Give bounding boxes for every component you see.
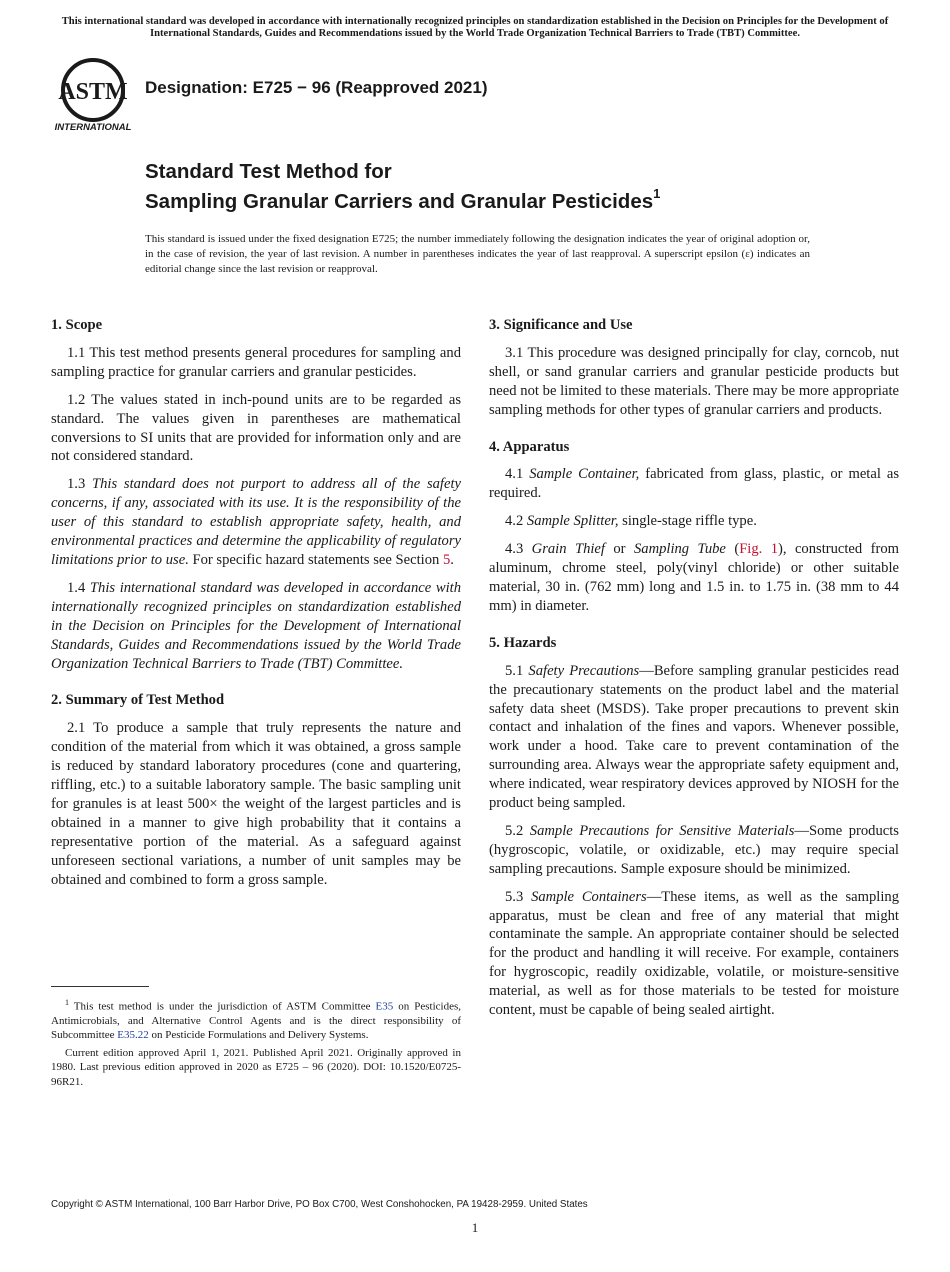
para-italic: This standard does not purport to address all of the safety concerns, if any, associated with its use. It is the responsibility of the user of this standard to establish appropriate safety, health, and environmental practices and determine the applicability of regulatory limitations prior to use. [51,476,461,568]
paragraph-3-1: 3.1 This procedure was designed principally for clay, corncob, nut shell, or sand granular carriers and granular pesticide products but need not be limited to these materials. There may be more appropriate sampling methods for other types of granular carriers and products. [489,344,899,418]
paragraph-1-1: 1.1 This test method presents general procedures for sampling and sampling practice for granular carriers and granular pesticides. [51,344,461,380]
para-number: 1.3 [67,476,86,493]
para-text: or [613,541,626,558]
para-number: 5.2 [505,822,524,839]
committee-e35-link[interactable]: E35 [375,1000,394,1013]
section-heading-apparatus: 4. Apparatus [489,438,570,455]
para-number: 5.1 [505,662,524,679]
para-number: 5.3 [505,888,524,905]
paragraph-4-3: 4.3 Grain Thief or Sampling Tube (Fig. 1), constructed from aluminum, chrome steel, poly(vinyl chloride) or other suitable material, 30 in. (762 mm) long and 1.5 in. to 1.75 in. (38 mm to 44 mm) in diameter. [489,541,899,614]
footnote-text: on Pesticide Formulations and Delivery Systems. [151,1029,369,1042]
top-notice: This international standard was developed in accordance with internationally recognized principles on standardization established in the Decision on Principles for the Development of International Standards, Guides and Recommendations issued by the World Trade Organization Technical Barriers to Trade (TBT) Committee. [61,16,889,39]
footnote-divider [51,986,149,987]
paragraph-1-4 [51,579,461,674]
document-title [145,160,660,214]
para-italic: Sampling Tube [633,541,726,558]
footnote-text: on Pesticides, Antimicrobials, and Alternative Control Agents and is the direct responsibility of Subcommittee [51,1000,461,1042]
section-5-link[interactable]: 5 [442,551,451,568]
para-text: fabricated from glass, plastic, or metal as required. [489,466,899,502]
right-column [489,316,899,1029]
para-text: —Some products (hygroscopic, volatile, or oxidizable, etc.) may require special sampling precautions. Sample exposure should be minimized. [489,822,899,877]
issue-note: This standard is issued under the fixed designation E725; the number immediately following the designation indicates the year of original adoption or, in the case of revision, the year of last revision. A number in parentheses indicates the year of last reapproval. A superscript epsilon (ε) indicates an editorial change since the last revision or reapproval. [145,233,810,275]
para-italic: Sample Precautions for Sensitive Materials [529,822,795,839]
page-number: 1 [471,1220,479,1235]
paragraph-1-2: 1.2 The values stated in inch-pound units are to be regarded as standard. The values given in parentheses are mathematical conversions to SI units that are provided for information only and are not considered standard. [51,391,461,465]
section-heading-hazards: 5. Hazards [489,634,557,651]
paragraph-5-2 [489,822,899,879]
para-italic: This international standard was developed in accordance with internationally recognized principles on standardization established in the Decision on Principles for the Development of International Standards, Guides and Recommendations issued by the World Trade Organization Technical Barriers to Trade (TBT) Committee. [51,579,462,672]
para-italic: Grain Thief [531,541,605,558]
para-number: 4.3 [505,541,524,558]
logo-subtitle: INTERNATIONAL [54,122,132,133]
astm-logo [52,57,134,133]
paragraph-4-1 [489,465,899,503]
paragraph-5-1 [489,662,899,813]
para-italic: Sample Containers [531,888,647,905]
footnote-text: This test method is under the jurisdiction of ASTM Committee [73,1000,371,1013]
para-italic: Sample Container, [529,466,640,483]
figure-1-link[interactable]: Fig. 1 [739,541,779,558]
section-heading-scope: 1. Scope [51,317,103,333]
paragraph-2-1: 2.1 To produce a sample that truly represents the nature and condition of the material from which it was obtained, a gross sample is reduced by standard laboratory procedures (cone and quartering, riffling, etc.) to a suitable laboratory sample. The basic sampling unit for granules is at least 500× the weight of the largest particles and is obtained in a manner to give high probability that it contains a representative portion of the material. As a safeguard against unforeseen sectional variations, a number of unit samples may be obtained and combined to form a gross sample. [51,720,461,888]
footnote-edition: Current edition approved April 1, 2021. Published April 2021. Originally approved in 1980. Last previous edition approved in 2020 as E725 – 96 (2020). DOI: 10.1520/E0725-96R21. [51,1046,461,1088]
para-text: —These items, as well as the sampling apparatus, must be clean and free of any material that might contaminate the sample. An appropriate container should be selected for the product and handling it will receive. For example, containers for hygroscopic, readily oxidizable, volatile, or moisture-sensitive material, as well as for those materials to be tested for moisture content, must be capable of being sealed airtight. [489,888,900,1019]
para-text: single-stage riffle type. [622,513,757,530]
para-text: ), constructed from aluminum, chrome steel, poly(vinyl chloride) or other suitable material, 30 in. (762 mm) long and 1.5 in. to 1.75 in. (38 mm to 44 mm) in diameter. [489,541,899,614]
footnote-mark: 1 [65,998,69,1007]
para-number: 4.2 [505,513,524,530]
paragraph-1-3: 1.3 This standard does not purport to address all of the safety concerns, if any, associated with its use. It is the responsibility of the user of this standard to establish appropriate safety, health, and environmental practices and determine the applicability of regulatory limitations prior to use. For specific hazard statements see Section 5. [51,476,461,568]
logo-letters: ASTM [58,79,128,105]
para-italic: Safety Precautions [528,662,640,679]
title-line-2-text: Sampling Granular Carriers and Granular Pesticides [145,189,654,213]
designation: Designation: E725 − 96 (Reapproved 2021) [145,78,488,97]
paragraph-5-3 [489,888,899,1020]
para-number: 4.1 [505,466,524,483]
para-number: 1.4 [67,579,86,596]
copyright: Copyright © ASTM International, 100 Barr Harbor Drive, PO Box C700, West Conshohocken, PA 19428-2959. United States [51,1199,588,1210]
para-italic: Sample Splitter, [526,513,619,530]
subcommittee-e35-22-link[interactable]: E35.22 [117,1029,149,1042]
title-line-1: Standard Test Method for [145,160,392,183]
footnotes [51,996,461,1092]
footnote-1 [51,996,461,1043]
para-text: —Before sampling granular pesticides read the precautionary statements on the product label and the material safety data sheet (MSDS). Take proper precautions to prevent skin contact and inhalation of the fines and vapors. Whenever possible, work under a hood. Take care to prevent contamination of the surrounding area. Always wear the appropriate safety equipment and, where indicated, wear respiratory devices approved by NIOSH for the product being sampled. [489,662,899,812]
paragraph-4-2 [489,512,899,531]
left-column [51,316,461,898]
title-footnote-mark[interactable]: 1 [653,186,661,201]
section-heading-significance: 3. Significance and Use [489,317,633,333]
para-text: For specific hazard statements see Section [192,551,440,568]
title-line-2 [145,184,660,214]
section-heading-summary: 2. Summary of Test Method [51,692,225,709]
